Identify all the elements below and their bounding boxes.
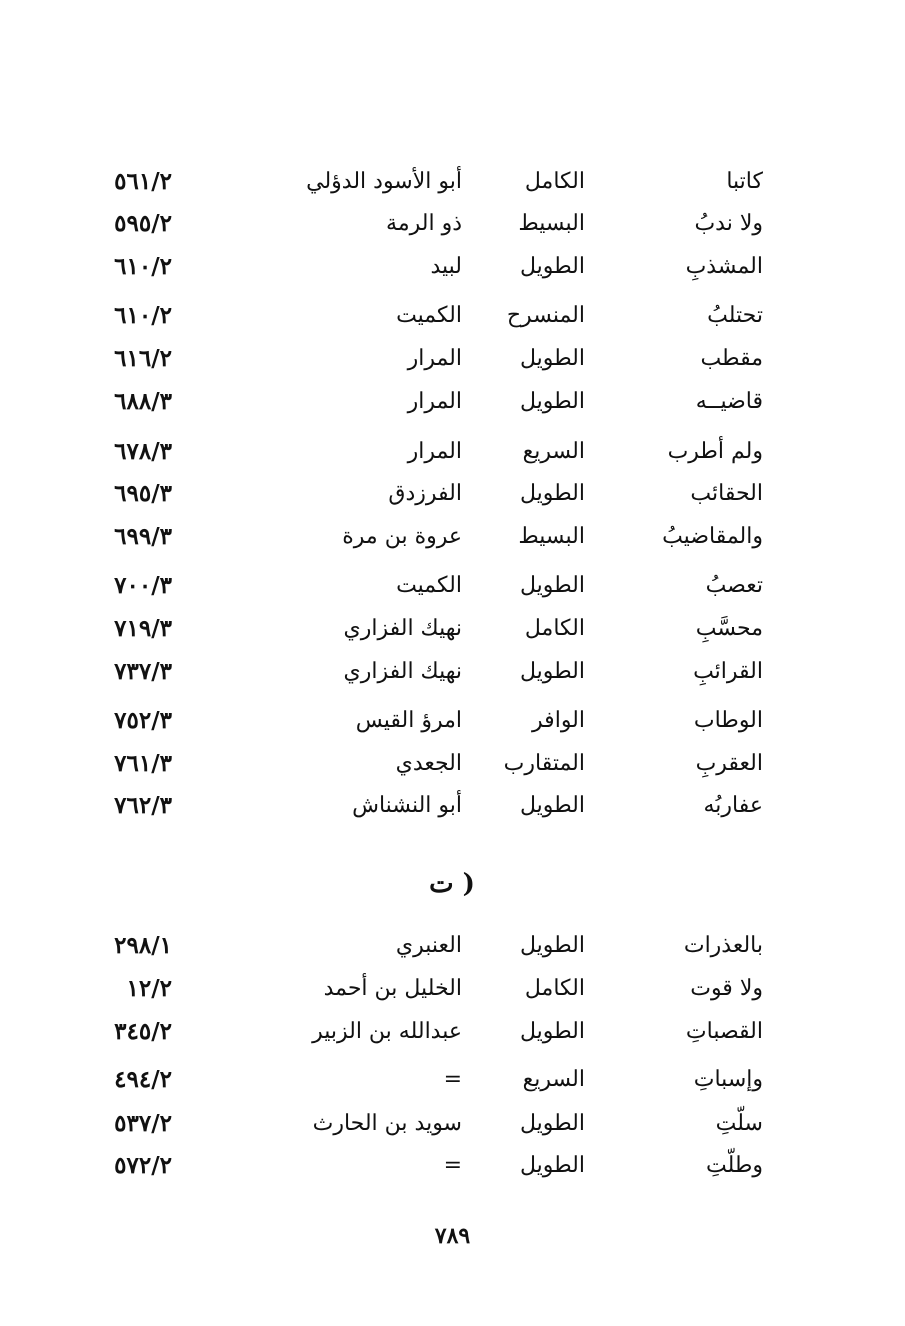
rhyme-word: الحقائب	[690, 481, 763, 506]
index-row	[0, 566, 905, 606]
rhyme-word: ولم أطرب	[667, 439, 763, 464]
poet: أبو الأسود الدؤلي	[306, 169, 462, 194]
rhyme-word: وطلّتِ	[705, 1153, 763, 1178]
poet: العنبري	[395, 933, 462, 958]
poet: عروة بن مرة	[342, 524, 462, 549]
rhyme-word: تحتلبُ	[707, 303, 763, 328]
index-row	[0, 247, 905, 287]
page-number: ٧٨٩	[434, 1223, 471, 1249]
poet: لبيد	[430, 254, 462, 279]
meter: الكامل	[524, 616, 585, 641]
rhyme-word: والمقاضيبُ	[662, 524, 763, 549]
meter: السريع	[522, 439, 585, 464]
index-row	[0, 926, 905, 966]
index-row	[0, 432, 905, 472]
poet: =	[443, 1153, 462, 1178]
poet: المرار	[407, 389, 462, 414]
page-ref: ٦٧٨/٣	[114, 438, 172, 465]
index-row	[0, 382, 905, 422]
index-row	[0, 474, 905, 514]
meter: الطويل	[519, 1153, 585, 1178]
index-row	[0, 969, 905, 1009]
poet: عبدالله بن الزبير	[312, 1019, 462, 1044]
rhyme-word: العقربِ	[695, 751, 763, 776]
rhyme-word: القرائبِ	[693, 659, 763, 684]
page-ref: ٦٩٩/٣	[114, 523, 172, 550]
rhyme-word: محسَّبِ	[695, 616, 763, 641]
page-ref: ٦١٠/٢	[114, 302, 172, 329]
index-row	[0, 517, 905, 557]
meter: الطويل	[519, 573, 585, 598]
poet: الفرزدق	[388, 481, 462, 506]
page-ref: ٤٩٤/٢	[114, 1066, 172, 1093]
index-row	[0, 162, 905, 202]
rhyme-word: مقطب	[700, 346, 763, 371]
poet: الجعدي	[395, 751, 462, 776]
meter: الوافر	[532, 708, 585, 733]
meter: الكامل	[524, 976, 585, 1001]
rhyme-word: بالعذرات	[683, 933, 763, 958]
page-ref: ١٢/٢	[126, 975, 172, 1002]
index-row	[0, 786, 905, 826]
page-ref: ٦١٦/٢	[114, 345, 172, 372]
poet: سويد بن الحارث	[312, 1111, 462, 1136]
page-ref: ٦٩٥/٣	[114, 480, 172, 507]
meter: البسيط	[518, 211, 585, 236]
meter: الطويل	[519, 254, 585, 279]
meter: الطويل	[519, 346, 585, 371]
page-ref: ٣٤٥/٢	[114, 1018, 172, 1045]
page-ref: ٧١٩/٣	[114, 615, 172, 642]
index-row	[0, 652, 905, 692]
poet: الكميت	[396, 303, 462, 328]
page-ref: ٥٦١/٢	[114, 168, 172, 195]
rhyme-word: سلّتِ	[715, 1111, 763, 1136]
index-row	[0, 609, 905, 649]
poet: =	[443, 1067, 462, 1092]
rhyme-word: تعصبُ	[705, 573, 763, 598]
meter: المتقارب	[503, 751, 585, 776]
poet: امرؤ القيس	[355, 708, 462, 733]
meter: السريع	[522, 1067, 585, 1092]
page-ref: ٥٣٧/٢	[114, 1110, 172, 1137]
rhyme-word: قاضيــه	[695, 389, 763, 414]
page-ref: ٢٩٨/١	[114, 932, 172, 959]
index-row	[0, 701, 905, 741]
meter: الطويل	[519, 933, 585, 958]
poet: المرار	[407, 439, 462, 464]
meter: الطويل	[519, 793, 585, 818]
section-heading: ( ت	[429, 869, 475, 899]
poet: أبو النشناش	[352, 793, 462, 818]
page-ref: ٥٧٢/٢	[114, 1152, 172, 1179]
poet: ذو الرمة	[386, 211, 462, 236]
page-ref: ٧٦١/٣	[114, 750, 172, 777]
page-ref: ٧٦٢/٣	[114, 792, 172, 819]
page-ref: ٧٥٢/٣	[114, 707, 172, 734]
rhyme-word: الوطاب	[693, 708, 763, 733]
index-row	[0, 204, 905, 244]
index-row	[0, 744, 905, 784]
meter: البسيط	[518, 524, 585, 549]
poet: نهيك الفزاري	[343, 616, 462, 641]
meter: الطويل	[519, 481, 585, 506]
poet: الخليل بن أحمد	[323, 976, 462, 1001]
poet: المرار	[407, 346, 462, 371]
index-row	[0, 1060, 905, 1100]
index-row	[0, 339, 905, 379]
rhyme-word: عفاربُه	[703, 793, 763, 818]
meter: الكامل	[524, 169, 585, 194]
index-row	[0, 296, 905, 336]
index-row	[0, 1012, 905, 1052]
page-ref: ٥٩٥/٢	[114, 210, 172, 237]
page-ref: ٧٣٧/٣	[114, 658, 172, 685]
meter: المنسرح	[506, 303, 585, 328]
rhyme-word: ولا ندبُ	[694, 211, 763, 236]
meter: الطويل	[519, 389, 585, 414]
meter: الطويل	[519, 1111, 585, 1136]
rhyme-word: القصباتِ	[685, 1019, 763, 1044]
page-ref: ٧٠٠/٣	[114, 572, 172, 599]
index-row	[0, 1104, 905, 1144]
rhyme-word: المشذبِ	[685, 254, 763, 279]
poet: نهيك الفزاري	[343, 659, 462, 684]
page-ref: ٦٨٨/٣	[114, 388, 172, 415]
page-ref: ٦١٠/٢	[114, 253, 172, 280]
rhyme-word: كاتبا	[726, 169, 763, 194]
rhyme-word: ولا قوت	[690, 976, 763, 1001]
meter: الطويل	[519, 1019, 585, 1044]
index-row	[0, 1146, 905, 1186]
meter: الطويل	[519, 659, 585, 684]
rhyme-word: وإسباتِ	[693, 1067, 763, 1092]
poet: الكميت	[396, 573, 462, 598]
